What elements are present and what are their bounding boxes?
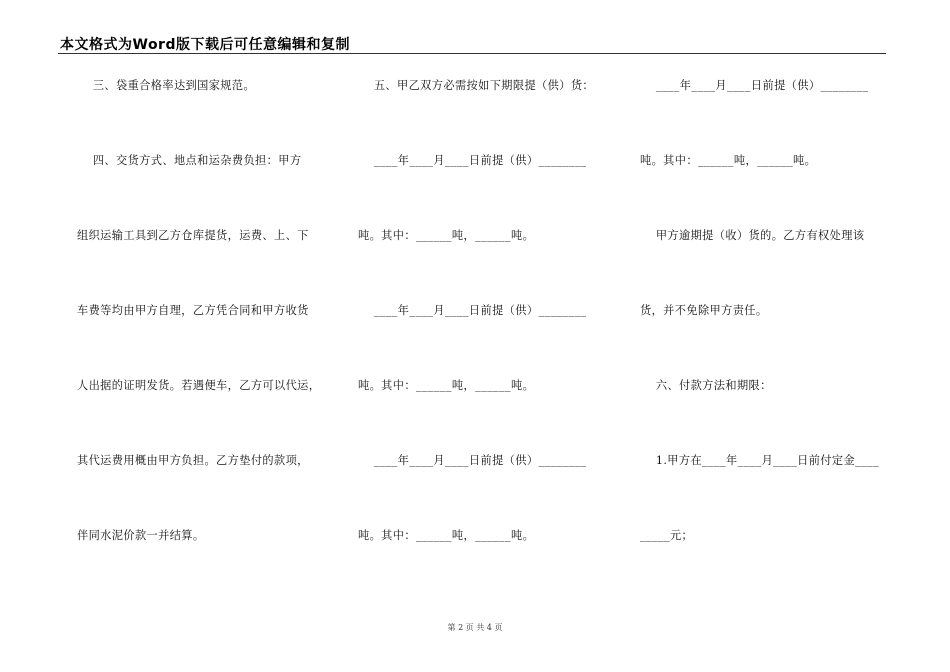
text-line: 四、交货方式、地点和运杂费负担：甲方	[77, 154, 302, 167]
text-line: 三、袋重合格率达到国家规范。	[77, 79, 256, 92]
text-column-3	[640, 0, 885, 672]
text-line: 吨。其中：______吨，______吨。	[358, 379, 535, 392]
text-line: ____年____月____日前提（供）________	[358, 304, 587, 317]
text-line: 1.甲方在____年____月____日前付定金____	[640, 454, 880, 467]
text-line: 甲方逾期提（收）货的。乙方有权处理该	[640, 229, 865, 242]
text-line: 五、甲乙双方必需按如下期限提（供）货：	[358, 79, 594, 92]
text-line: _____元；	[640, 529, 694, 542]
text-column-1	[77, 0, 337, 672]
text-line: 六、付款方法和期限：	[640, 379, 772, 392]
text-line: ____年____月____日前提（供）________	[640, 79, 869, 92]
text-column-2	[358, 0, 618, 672]
document-header-title: 本文格式为Word版下载后可任意编辑和复制	[60, 37, 350, 53]
text-line: ____年____月____日前提（供）________	[358, 154, 587, 167]
text-line: 人出据的证明发货。若遇便车，乙方可以代运，	[77, 379, 321, 392]
text-line: 组织运输工具到乙方仓库提货，运费、上、下	[77, 229, 309, 242]
text-line: 吨。其中：______吨，______吨。	[358, 229, 535, 242]
text-line: 吨。其中：______吨，______吨。	[358, 529, 535, 542]
text-line: 伴同水泥价款一并结算。	[77, 529, 205, 542]
text-line: 吨。其中：______吨，______吨。	[640, 154, 817, 167]
page-number-footer: 第 2 页 共 4 页	[447, 623, 503, 632]
text-line: 车费等均由甲方自理，乙方凭合同和甲方收货	[77, 304, 309, 317]
text-line: ____年____月____日前提（供）________	[358, 454, 587, 467]
text-line: 货，并不免除甲方责任。	[640, 304, 768, 317]
text-line: 其代运费用概由甲方负担。乙方垫付的款项，	[77, 454, 309, 467]
